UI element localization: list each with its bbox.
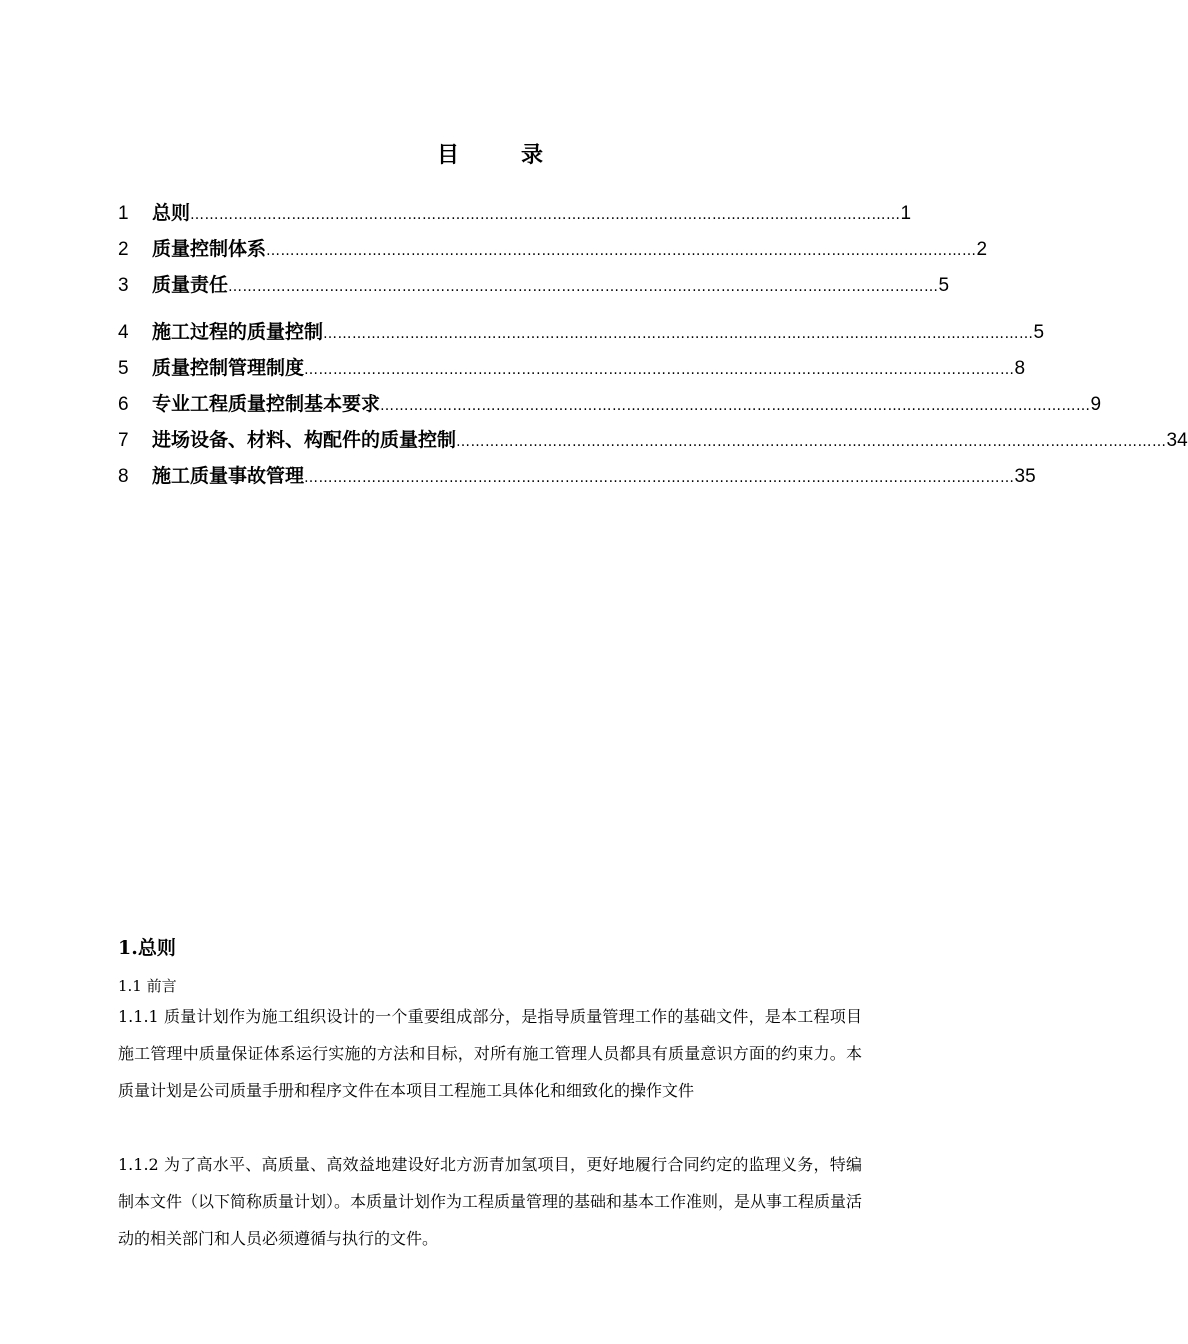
toc-item-page: 1: [900, 203, 912, 224]
toc-item-label: 专业工程质量控制基本要求: [152, 393, 381, 415]
toc-item-page: 5: [938, 275, 950, 296]
toc-item-number: 6: [118, 394, 129, 415]
toc-item-page: 34: [1166, 430, 1188, 451]
body-paragraph: 1.1.2 为了高水平、高质量、高效益地建设好北方沥青加氢项目，更好地履行合同约定的监理义务，特编制本文件（以下简称质量计划）。本质量计划作为工程质量管理的基础和基本工作准则，是从事工程质量活动的相关部门和人员必须遵循与执行的文件。: [118, 1155, 863, 1248]
toc-item-page: 2: [976, 239, 988, 260]
toc-item-page: 35: [1014, 466, 1036, 487]
toc-item-number: 1: [118, 203, 129, 224]
toc-item-number: 5: [118, 358, 129, 379]
toc-leader-dots: …………………………………………………………………………………………………………………………………: [380, 398, 1091, 414]
toc-item[interactable]: [118, 198, 912, 234]
toc-leader-dots: …………………………………………………………………………………………………………………………………: [190, 207, 901, 223]
toc-title-char: 目: [436, 142, 459, 168]
toc-item-label: 质量责任: [152, 274, 229, 296]
toc-item-label: 施工质量事故管理: [152, 465, 305, 487]
toc-item-number: 3: [118, 275, 129, 296]
toc-item-number: 4: [118, 322, 129, 343]
toc-item-page: 5: [1033, 322, 1045, 343]
subsection-heading: 1.1 前言: [118, 977, 177, 995]
toc-leader-dots: …………………………………………………………………………………………………………………………………: [456, 434, 1167, 450]
body-paragraph: 1.1.1 质量计划作为施工组织设计的一个重要组成部分，是指导质量管理工作的基础文件，是本工程项目施工管理中质量保证体系运行实施的方法和目标，对所有施工管理人员都具有质量意识方面的约束力。本质量计划是公司质量手册和程序文件在本项目工程施工具体化和细致化的操作文件: [118, 1007, 862, 1100]
toc-item-page: 9: [1090, 394, 1102, 415]
toc-item-label: 质量控制管理制度: [152, 357, 305, 379]
toc-item-label: 施工过程的质量控制: [152, 321, 324, 343]
toc-item-number: 2: [118, 239, 129, 260]
toc-item[interactable]: [118, 234, 988, 270]
toc-item-number: 8: [118, 466, 129, 487]
toc-item-number: 7: [118, 430, 129, 451]
toc-leader-dots: …………………………………………………………………………………………………………………………………: [228, 279, 939, 295]
toc-leader-dots: …………………………………………………………………………………………………………………………………: [323, 326, 1034, 342]
toc-item[interactable]: [118, 389, 1102, 425]
toc-title: [0, 138, 980, 169]
toc-item[interactable]: [118, 353, 1026, 389]
section-heading: 1.总则: [118, 937, 176, 959]
toc-title-char: 录: [521, 142, 544, 168]
toc-leader-dots: …………………………………………………………………………………………………………………………………: [304, 470, 1015, 486]
toc-item[interactable]: [118, 317, 1045, 353]
toc-item-label: 进场设备、材料、构配件的质量控制: [152, 429, 457, 451]
toc-item-label: 总则: [152, 202, 191, 224]
toc-item[interactable]: [118, 270, 950, 306]
toc-item-label: 质量控制体系: [152, 238, 267, 260]
toc-item-page: 8: [1014, 358, 1026, 379]
toc-leader-dots: …………………………………………………………………………………………………………………………………: [304, 362, 1015, 378]
toc-leader-dots: …………………………………………………………………………………………………………………………………: [266, 243, 977, 259]
table-of-contents: [118, 198, 1188, 497]
toc-item[interactable]: [118, 461, 1036, 497]
toc-item[interactable]: [118, 425, 1188, 461]
